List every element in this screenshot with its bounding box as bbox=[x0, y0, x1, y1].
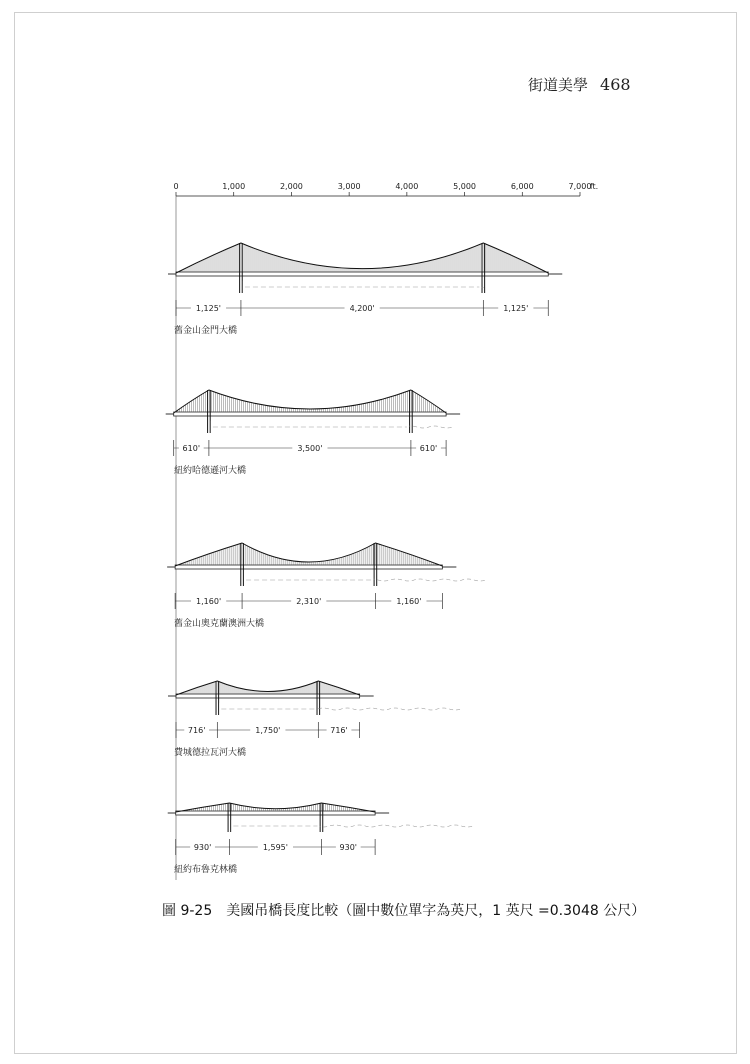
suspenders bbox=[178, 243, 546, 272]
dimension-line bbox=[176, 722, 360, 738]
dimension-line bbox=[176, 839, 375, 855]
span-label: 1,160' bbox=[396, 597, 422, 606]
span-label: 1,160' bbox=[196, 597, 222, 606]
axis-tick-label: 2,000 bbox=[279, 182, 303, 191]
axis-tick-label: 0 bbox=[173, 182, 179, 191]
caption-text: 美國吊橋長度比較（圖中數位單字為英尺，1 英尺 =0.3048 公尺） bbox=[226, 903, 646, 919]
axis-tick-label: 7,000 bbox=[568, 182, 592, 191]
bridge-name: 舊金山奧克蘭澳洲大橋 bbox=[174, 619, 265, 629]
bridge-2 bbox=[166, 390, 460, 476]
span-label: 1,125' bbox=[503, 304, 529, 313]
deck bbox=[175, 565, 442, 569]
span-label: 3,500' bbox=[297, 444, 323, 453]
page-number: 468 bbox=[600, 75, 631, 94]
water-mask bbox=[244, 574, 373, 588]
bridge-4 bbox=[168, 681, 461, 758]
water-mask bbox=[211, 421, 409, 435]
water-mask bbox=[231, 820, 319, 834]
span-label: 1,750' bbox=[255, 726, 281, 735]
dimension-line bbox=[175, 593, 442, 609]
axis-tick-label: 5,000 bbox=[453, 182, 477, 191]
water-mask bbox=[243, 281, 481, 295]
span-label: 610' bbox=[182, 444, 201, 453]
bridge-name: 舊金山金門大橋 bbox=[174, 326, 238, 336]
dimension-line bbox=[174, 440, 446, 456]
bridge-5 bbox=[168, 803, 474, 875]
axis-tick-label: 3,000 bbox=[337, 182, 361, 191]
axis-tick-label: 6,000 bbox=[510, 182, 534, 191]
bridge-name: 紐約哈德遜河大橋 bbox=[174, 466, 247, 476]
figure-caption bbox=[162, 900, 645, 920]
span-label: 716' bbox=[330, 726, 348, 735]
deck bbox=[176, 694, 360, 698]
span-label: 1,595' bbox=[262, 843, 288, 852]
span-label: 4,200' bbox=[349, 304, 375, 313]
axis-tick-label: 4,000 bbox=[395, 182, 419, 191]
dimension-line bbox=[176, 300, 548, 316]
header-title: 街道美學 bbox=[528, 76, 589, 94]
span-label: 610' bbox=[419, 444, 438, 453]
axis-unit-label: ft. bbox=[589, 182, 599, 191]
suspenders bbox=[180, 681, 356, 694]
deck bbox=[176, 272, 548, 276]
span-label: 930' bbox=[339, 843, 358, 852]
span-label: 1,125' bbox=[195, 304, 222, 313]
bridge-1 bbox=[168, 243, 562, 336]
deck bbox=[174, 412, 446, 416]
deck bbox=[176, 811, 375, 815]
figure-number: 圖 9-25 bbox=[162, 903, 213, 919]
span-label: 716' bbox=[187, 726, 206, 735]
bridge-name: 紐約布魯克林橋 bbox=[174, 865, 238, 875]
main-cable bbox=[174, 390, 446, 413]
bridge-name: 費城德拉瓦河大橋 bbox=[174, 748, 247, 758]
water-mask bbox=[219, 703, 316, 717]
span-label: 930' bbox=[193, 843, 212, 852]
bridge-3 bbox=[167, 543, 486, 629]
suspenders bbox=[182, 803, 368, 811]
axis-tick-label: 1,000 bbox=[222, 182, 246, 191]
span-label: 2,310' bbox=[296, 597, 322, 606]
